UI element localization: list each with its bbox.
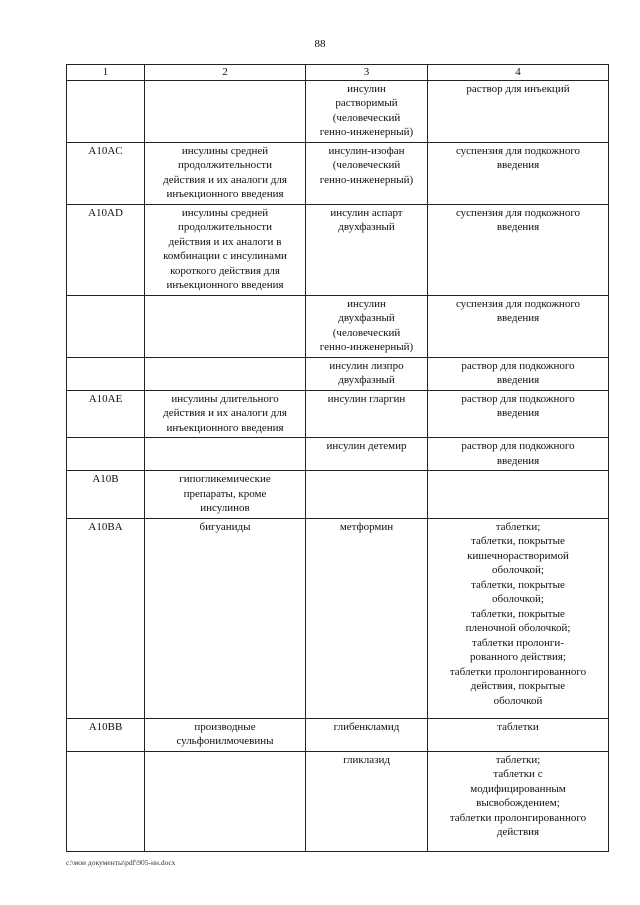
atc-group-cell: инсулины длительного действия и их аналоги для инъекционного введения <box>145 390 306 438</box>
atc-group-cell <box>145 751 306 851</box>
table-row <box>67 438 609 471</box>
drug-name-cell: гликлазид <box>306 751 428 851</box>
table-row <box>67 751 609 851</box>
atc-code-cell <box>67 295 145 357</box>
table-row <box>67 471 609 519</box>
dosage-form-cell: суспензия для подкожного введения <box>428 295 609 357</box>
drug-name-cell: инсулин аспарт двухфазный <box>306 204 428 295</box>
dosage-form-cell: суспензия для подкожного введения <box>428 204 609 295</box>
column-header: 1 <box>67 65 145 81</box>
dosage-form-cell: раствор для подкожного введения <box>428 390 609 438</box>
drug-name-cell: инсулин-изофан (человеческий генно-инженерный) <box>306 142 428 204</box>
drug-name-cell: инсулин двухфазный (человеческий генно-инженерный) <box>306 295 428 357</box>
column-header: 4 <box>428 65 609 81</box>
atc-code-cell: A10BA <box>67 518 145 718</box>
atc-group-cell: производные сульфонилмочевины <box>145 718 306 751</box>
file-path-footer: c:\мои документы\pdf\905-ин.docx <box>66 858 176 867</box>
atc-code-cell <box>67 438 145 471</box>
column-header: 3 <box>306 65 428 81</box>
drug-name-cell: глибенкламид <box>306 718 428 751</box>
atc-code-cell: A10AE <box>67 390 145 438</box>
table-row <box>67 142 609 204</box>
dosage-form-cell: суспензия для подкожного введения <box>428 142 609 204</box>
drug-name-cell: инсулин лизпро двухфазный <box>306 357 428 390</box>
atc-code-cell <box>67 357 145 390</box>
dosage-form-cell: таблетки <box>428 718 609 751</box>
table-row <box>67 295 609 357</box>
atc-group-cell <box>145 438 306 471</box>
atc-code-cell: A10B <box>67 471 145 519</box>
dosage-form-cell <box>428 471 609 519</box>
table-row <box>67 390 609 438</box>
table-row <box>67 80 609 142</box>
dosage-form-cell: таблетки; таблетки, покрытые кишечнорастворимой оболочкой; таблетки, покрытые оболочкой; таблетки, покрытые пленочной оболочкой; таблетки пролонги- рованного действия; таблетки пролонгированного действия, покрытые оболочкой <box>428 518 609 718</box>
atc-group-cell <box>145 357 306 390</box>
atc-code-cell <box>67 80 145 142</box>
drug-name-cell: инсулин детемир <box>306 438 428 471</box>
drug-name-cell: инсулин растворимый (человеческий генно-инженерный) <box>306 80 428 142</box>
dosage-form-cell: раствор для инъекций <box>428 80 609 142</box>
atc-group-cell: гипогликемические препараты, кроме инсулинов <box>145 471 306 519</box>
table-header-row <box>67 65 609 81</box>
drug-name-cell <box>306 471 428 519</box>
atc-group-cell: инсулины средней продолжительности действия и их аналоги для инъекционного введения <box>145 142 306 204</box>
table-row <box>67 518 609 718</box>
column-header: 2 <box>145 65 306 81</box>
atc-code-cell: A10BB <box>67 718 145 751</box>
drug-name-cell: метформин <box>306 518 428 718</box>
table-row <box>67 718 609 751</box>
atc-group-cell <box>145 295 306 357</box>
table-row <box>67 204 609 295</box>
atc-group-cell: инсулины средней продолжительности действия и их аналоги в комбинации с инсулинами короткого действия для инъекционного введения <box>145 204 306 295</box>
drug-table <box>66 64 609 852</box>
atc-group-cell <box>145 80 306 142</box>
atc-code-cell <box>67 751 145 851</box>
dosage-form-cell: раствор для подкожного введения <box>428 357 609 390</box>
dosage-form-cell: таблетки; таблетки с модифицированным высвобождением; таблетки пролонгированного действия <box>428 751 609 851</box>
atc-code-cell: A10AD <box>67 204 145 295</box>
page-number: 88 <box>314 38 326 50</box>
drug-name-cell: инсулин гларгин <box>306 390 428 438</box>
atc-group-cell: бигуаниды <box>145 518 306 718</box>
atc-code-cell: A10AC <box>67 142 145 204</box>
dosage-form-cell: раствор для подкожного введения <box>428 438 609 471</box>
table-row <box>67 357 609 390</box>
